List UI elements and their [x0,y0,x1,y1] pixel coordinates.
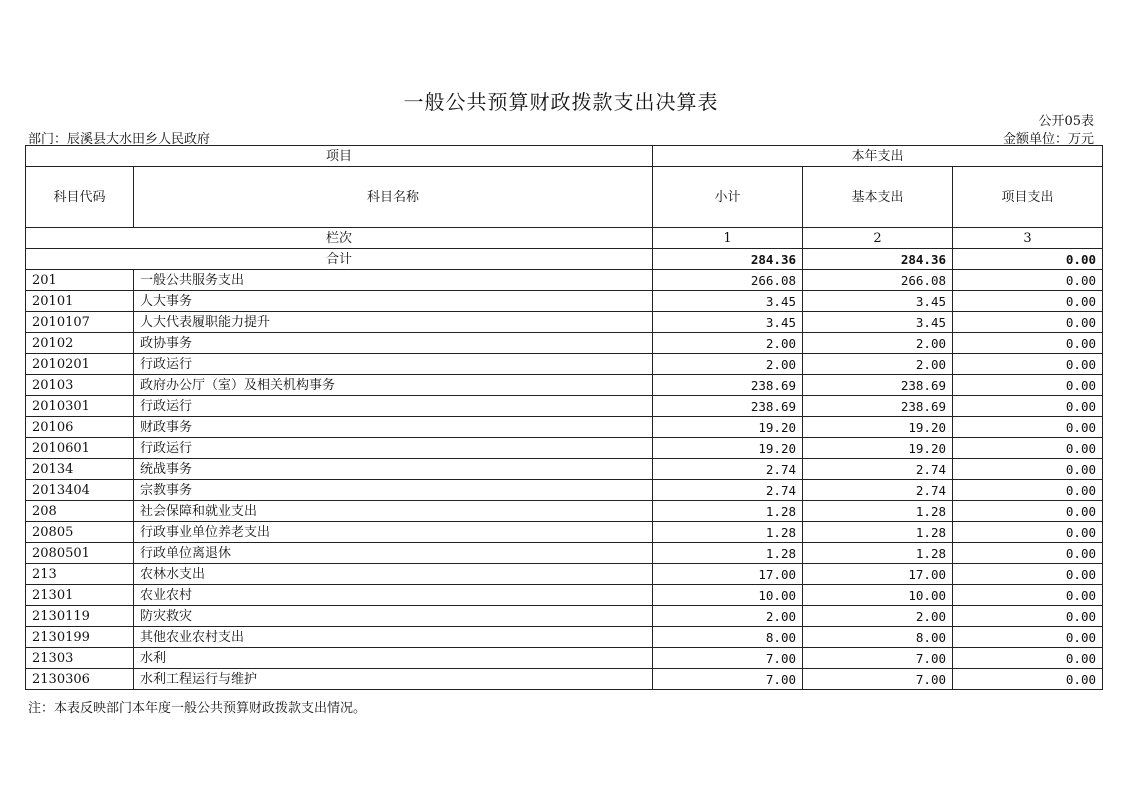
column-index-3: 3 [953,228,1103,249]
row-project: 0.00 [953,564,1103,585]
row-subtotal: 1.28 [653,522,803,543]
column-index-1: 1 [653,228,803,249]
expenditure-table [25,145,1103,690]
row-basic: 19.20 [803,438,953,459]
row-name: 财政事务 [134,417,653,438]
header-subtotal: 小计 [653,167,803,228]
row-code: 2130306 [26,669,134,690]
row-project: 0.00 [953,375,1103,396]
row-name: 行政单位离退休 [134,543,653,564]
footnote: 注：本表反映部门本年度一般公共预算财政拨款支出情况。 [28,701,367,716]
row-subtotal: 266.08 [653,270,803,291]
row-subtotal: 10.00 [653,585,803,606]
total-basic: 284.36 [803,249,953,270]
row-basic: 2.74 [803,459,953,480]
row-code: 2130119 [26,606,134,627]
row-project: 0.00 [953,669,1103,690]
row-basic: 2.00 [803,333,953,354]
row-code: 2130199 [26,627,134,648]
row-project: 0.00 [953,291,1103,312]
row-basic: 3.45 [803,312,953,333]
header-basic: 基本支出 [803,167,953,228]
row-name: 农林水支出 [134,564,653,585]
table-row [26,669,1103,690]
column-index-2: 2 [803,228,953,249]
row-basic: 17.00 [803,564,953,585]
row-project: 0.00 [953,501,1103,522]
row-basic: 238.69 [803,375,953,396]
row-project: 0.00 [953,417,1103,438]
table-row [26,543,1103,564]
table-row [26,375,1103,396]
table-row [26,396,1103,417]
table-row [26,480,1103,501]
row-code: 20106 [26,417,134,438]
row-project: 0.00 [953,627,1103,648]
row-basic: 7.00 [803,669,953,690]
table-row [26,459,1103,480]
row-project: 0.00 [953,459,1103,480]
table-row [26,417,1103,438]
row-name: 防灾救灾 [134,606,653,627]
row-project: 0.00 [953,480,1103,501]
row-project: 0.00 [953,438,1103,459]
row-basic: 2.00 [803,606,953,627]
row-basic: 8.00 [803,627,953,648]
total-label: 合计 [26,249,653,270]
row-code: 2010107 [26,312,134,333]
row-code: 20103 [26,375,134,396]
row-subtotal: 19.20 [653,438,803,459]
row-project: 0.00 [953,585,1103,606]
table-row [26,501,1103,522]
row-name: 行政运行 [134,354,653,375]
form-number: 公开05表 [1038,114,1094,129]
row-name: 农业农村 [134,585,653,606]
row-name: 一般公共服务支出 [134,270,653,291]
row-code: 21301 [26,585,134,606]
row-basic: 1.28 [803,522,953,543]
row-project: 0.00 [953,396,1103,417]
row-code: 20102 [26,333,134,354]
row-basic: 7.00 [803,648,953,669]
row-subtotal: 7.00 [653,669,803,690]
row-name: 行政事业单位养老支出 [134,522,653,543]
table-row [26,312,1103,333]
row-project: 0.00 [953,606,1103,627]
table-row [26,648,1103,669]
row-basic: 1.28 [803,543,953,564]
row-name: 统战事务 [134,459,653,480]
table-row [26,333,1103,354]
row-subtotal: 1.28 [653,543,803,564]
row-basic: 2.00 [803,354,953,375]
row-basic: 10.00 [803,585,953,606]
row-basic: 266.08 [803,270,953,291]
row-subtotal: 238.69 [653,396,803,417]
amount-unit-label: 金额单位：万元 [1002,132,1094,147]
row-subtotal: 2.00 [653,606,803,627]
row-subtotal: 2.74 [653,480,803,501]
header-item: 项目 [26,146,653,167]
row-code: 20805 [26,522,134,543]
page-title: 一般公共预算财政拨款支出决算表 [403,90,719,114]
row-project: 0.00 [953,648,1103,669]
row-project: 0.00 [953,270,1103,291]
row-name: 人大事务 [134,291,653,312]
header-row-1 [26,146,1103,167]
row-basic: 2.74 [803,480,953,501]
row-subtotal: 238.69 [653,375,803,396]
row-code: 20101 [26,291,134,312]
row-subtotal: 2.00 [653,354,803,375]
row-code: 2010201 [26,354,134,375]
row-name: 水利 [134,648,653,669]
header-annual-expense: 本年支出 [653,146,1103,167]
row-name: 行政运行 [134,438,653,459]
column-index-label: 栏次 [26,228,653,249]
row-name: 行政运行 [134,396,653,417]
row-project: 0.00 [953,354,1103,375]
row-basic: 1.28 [803,501,953,522]
row-code: 2013404 [26,480,134,501]
row-project: 0.00 [953,333,1103,354]
row-name: 其他农业农村支出 [134,627,653,648]
column-index-row [26,228,1103,249]
row-code: 2080501 [26,543,134,564]
row-subtotal: 3.45 [653,291,803,312]
table-row [26,585,1103,606]
row-code: 201 [26,270,134,291]
total-row [26,249,1103,270]
row-name: 政府办公厅（室）及相关机构事务 [134,375,653,396]
row-name: 社会保障和就业支出 [134,501,653,522]
row-subtotal: 3.45 [653,312,803,333]
row-name: 水利工程运行与维护 [134,669,653,690]
row-project: 0.00 [953,522,1103,543]
table-row [26,270,1103,291]
table-row [26,627,1103,648]
row-subtotal: 8.00 [653,627,803,648]
row-code: 20134 [26,459,134,480]
row-subtotal: 2.74 [653,459,803,480]
row-code: 213 [26,564,134,585]
row-subtotal: 2.00 [653,333,803,354]
table-row [26,438,1103,459]
row-name: 宗教事务 [134,480,653,501]
row-basic: 238.69 [803,396,953,417]
table-row [26,564,1103,585]
row-project: 0.00 [953,312,1103,333]
row-code: 2010301 [26,396,134,417]
table-row [26,522,1103,543]
row-subtotal: 7.00 [653,648,803,669]
row-project: 0.00 [953,543,1103,564]
total-subtotal: 284.36 [653,249,803,270]
header-row-2 [26,167,1103,228]
row-code: 208 [26,501,134,522]
row-basic: 3.45 [803,291,953,312]
table-row [26,354,1103,375]
row-subtotal: 19.20 [653,417,803,438]
total-project: 0.00 [953,249,1103,270]
table-row [26,606,1103,627]
department-label: 部门：辰溪县大水田乡人民政府 [28,132,211,147]
row-name: 人大代表履职能力提升 [134,312,653,333]
row-code: 2010601 [26,438,134,459]
table-row [26,291,1103,312]
row-subtotal: 17.00 [653,564,803,585]
row-code: 21303 [26,648,134,669]
row-subtotal: 1.28 [653,501,803,522]
header-code: 科目代码 [26,167,134,228]
row-name: 政协事务 [134,333,653,354]
header-name: 科目名称 [134,167,653,228]
row-basic: 19.20 [803,417,953,438]
header-project: 项目支出 [953,167,1103,228]
